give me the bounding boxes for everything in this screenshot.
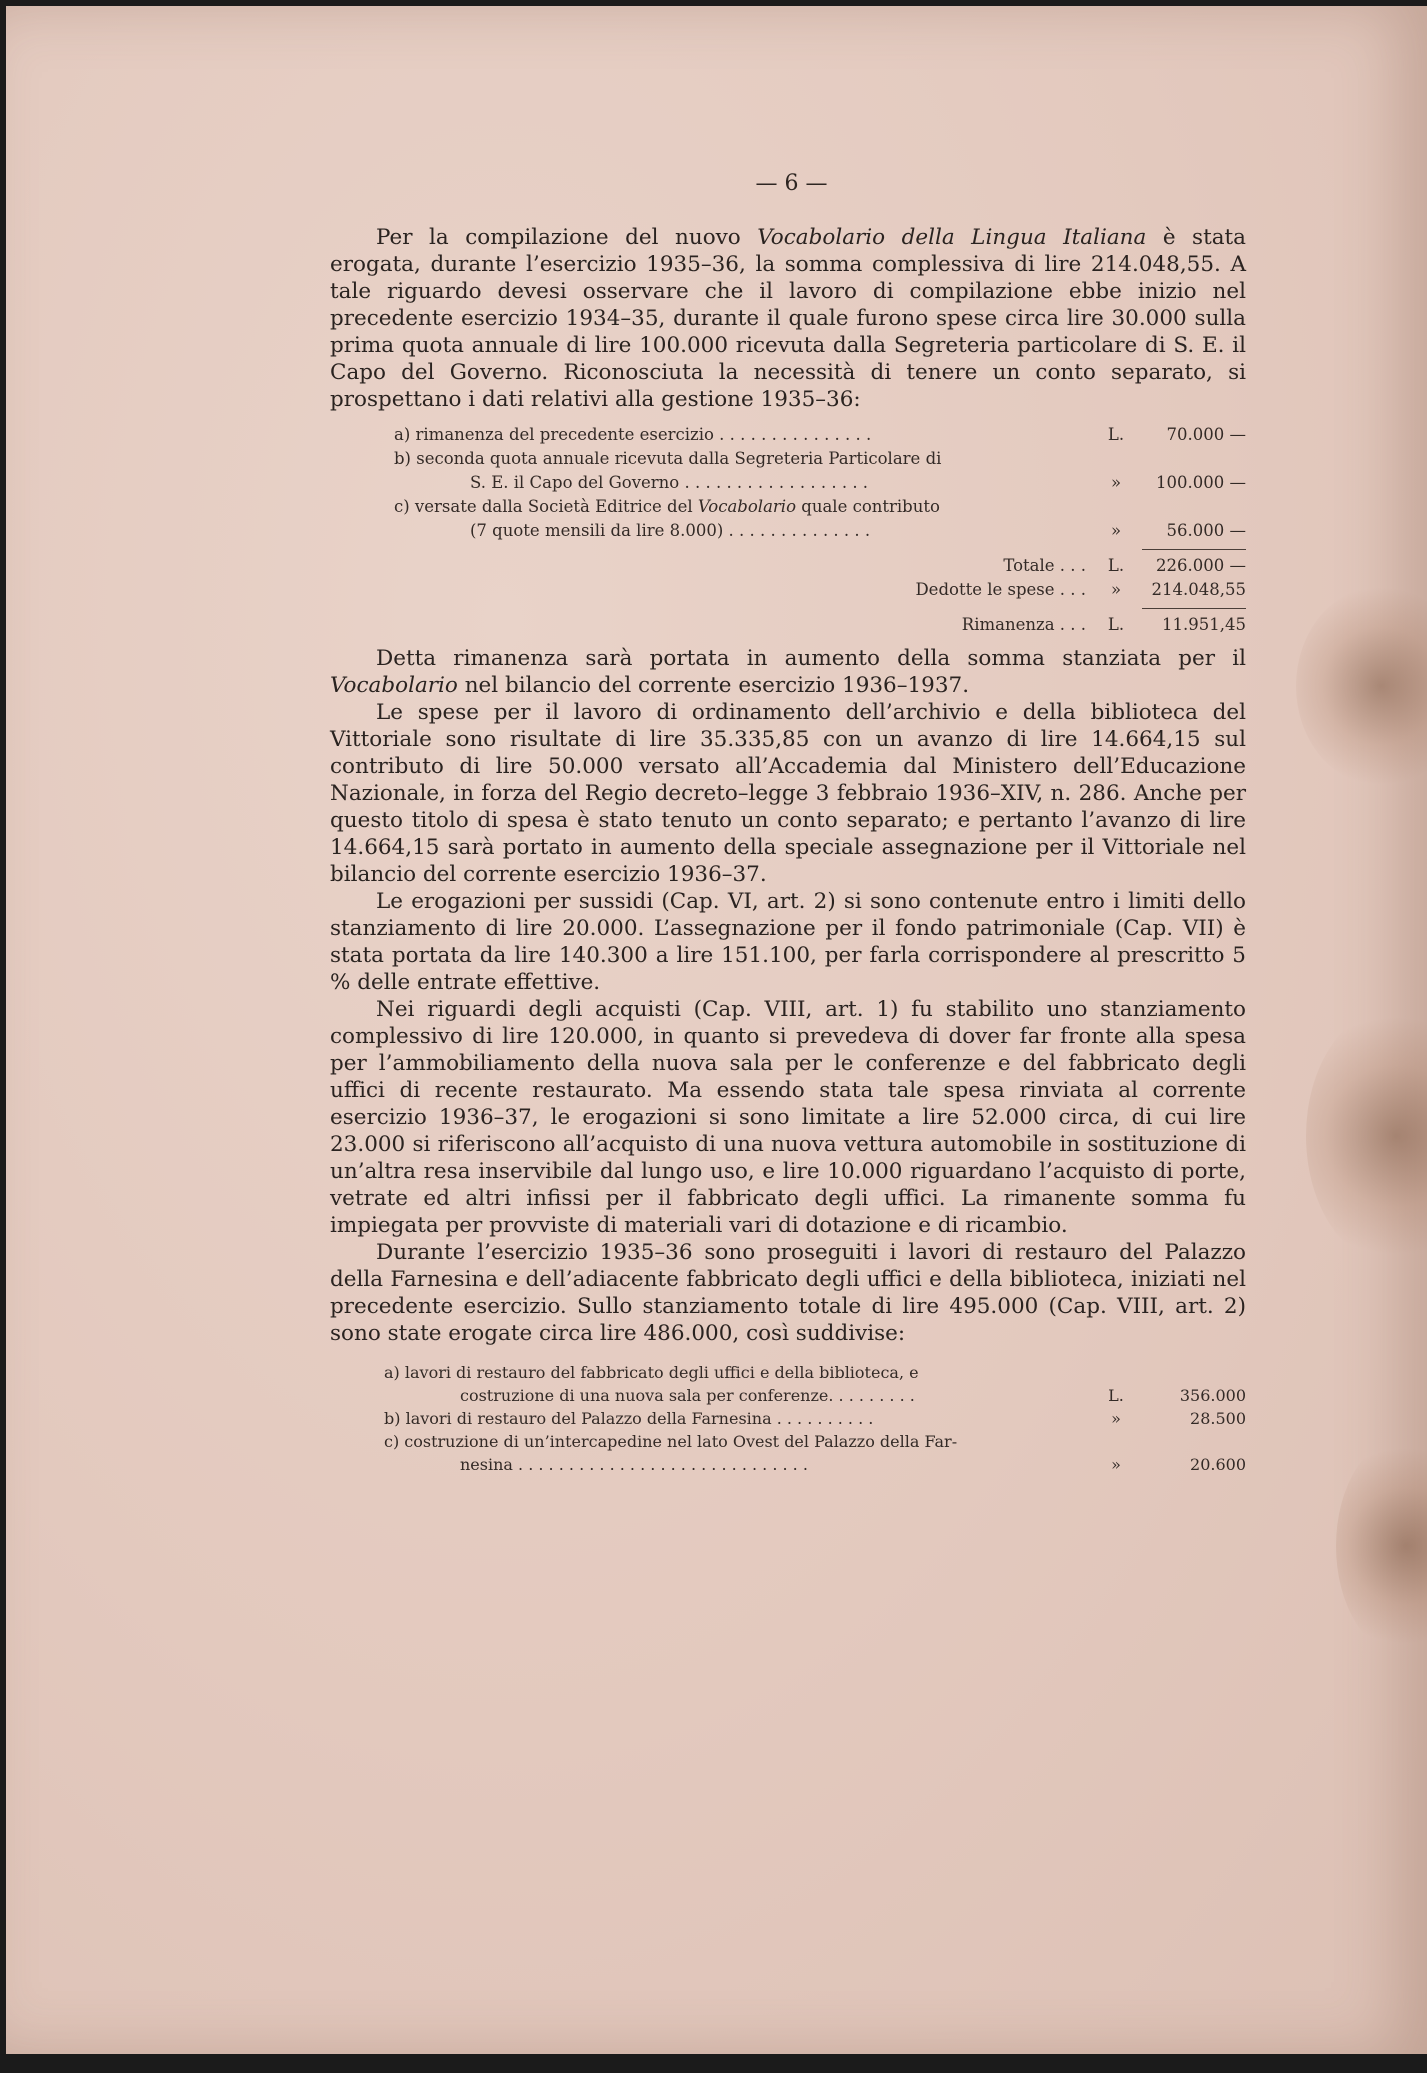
paragraph-rimanenza: Detta rimanenza sarà portata in aumento della somma stanziata per il Vocabolario nel bilancio del corrente esercizio 1936–1937.	[330, 646, 1246, 698]
stain	[1306, 1006, 1427, 1266]
paragraph-vittoriale: Le spese per il lavoro di ordinamento dell’archivio e della biblioteca del Vittoriale sono risultate di lire 35.335,85 con un avanzo di lire 14.664,15 sul contributo di lire 50.000 versato all’Accademia dal Ministero dell’Educazione Nazionale, in forza del Regio decreto–legge 3 febbraio 1936–XIV, n. 286. Anche per questo titolo di spesa è stato tenuto un conto separato; e pertanto l’avanzo di lire 14.664,15 sarà portato in aumento della speciale assegnazione per il Vittoriale nel bilancio del corrente esercizio 1936–37.	[330, 700, 1246, 887]
table-row	[330, 1407, 1246, 1430]
paragraph-vocabolario	[330, 224, 1246, 413]
table-row	[330, 495, 1246, 519]
row-amount: 214.048,55	[1151, 580, 1246, 599]
table-row	[330, 447, 1246, 471]
document-page	[6, 6, 1427, 2054]
row-description-continued: costruzione di una nuova sala per conferenze. . . . . . . . .	[460, 1386, 915, 1405]
row-currency: »	[1110, 473, 1122, 492]
paragraph-sussidi: Le erogazioni per sussidi (Cap. VI, art. 2) si sono contenute entro i limiti dello stanziamento di lire 20.000. L’assegnazione per il fondo patrimoniale (Cap. VII) è stata portata da lire 140.300 a lire 151.100, per farla corrispondere al prescritto 5 % delle entrate effettive.	[330, 889, 1246, 995]
vocabolario-account-table	[330, 423, 1246, 637]
row-amount: 11.951,45	[1162, 615, 1246, 634]
paragraph-acquisti: Nei riguardi degli acquisti (Cap. VIII, art. 1) fu stabilito uno stanziamento complessivo di lire 120.000, in quanto si prevedeva di dover far fronte alla spesa per l’ammobiliamento della nuova sala per le conferenze e del fabbricato degli uffici di recente restaurato. Ma essendo stata tale spesa rinviata al corrente esercizio 1936–37, le erogazioni si sono limitate a lire 52.000 circa, di cui lire 23.000 si riferiscono all’acquisto di una nuova vettura automobile in sostituzione di un’altra resa inservibile dal lungo uso, e lire 10.000 riguardano l’acquisto di porte, vetrate ed altri infissi per il fabbricato degli uffici. La rimanente somma fu impiegata per provviste di materiali vari di dotazione e di ricambio.	[330, 997, 1246, 1238]
row-currency: L.	[1108, 1386, 1124, 1405]
row-amount: 56.000 —	[1166, 521, 1246, 540]
row-description-continued: (7 quote mensili da lire 8.000) . . . . . . . . . . . . . .	[470, 521, 871, 540]
italic-title: Vocabolario	[330, 673, 458, 698]
table-row	[330, 519, 1246, 543]
restauro-expense-table	[330, 1361, 1246, 1476]
row-description-continued: nesina . . . . . . . . . . . . . . . . . . . . . . . . . . . . .	[460, 1455, 808, 1474]
row-currency: »	[1111, 1455, 1121, 1474]
row-amount: 100.000 —	[1156, 473, 1246, 492]
sum-rule	[330, 543, 1246, 554]
document-body	[330, 224, 1246, 1476]
table-row	[330, 1361, 1246, 1384]
sum-rule	[330, 602, 1246, 613]
row-description-continued: S. E. il Capo del Governo . . . . . . . . . . . . . . . . . .	[470, 473, 869, 492]
row-description: b) lavori di restauro del Palazzo della Farnesina . . . . . . . . . .	[384, 1409, 874, 1428]
remainder-row	[330, 613, 1246, 637]
row-currency: L.	[1107, 425, 1125, 444]
row-amount: 356.000	[1179, 1386, 1246, 1405]
row-amount: 226.000 —	[1156, 556, 1246, 575]
remainder-label: Rimanenza . . .	[961, 615, 1086, 634]
row-currency: »	[1110, 580, 1122, 599]
deduction-label: Dedotte le spese . . .	[915, 580, 1086, 599]
row-currency: »	[1111, 1409, 1121, 1428]
table-row	[330, 1430, 1246, 1453]
deduction-row	[330, 578, 1246, 602]
row-description: b) seconda quota annuale ricevuta dalla Segreteria Particolare di	[394, 449, 942, 468]
table-row	[330, 423, 1246, 447]
stain	[1296, 586, 1427, 786]
total-label: Totale . . .	[1003, 556, 1086, 575]
paragraph-restauro: Durante l’esercizio 1935–36 sono proseguiti i lavori di restauro del Palazzo della Farnesina e dell’adiacente fabbricato degli uffici e della biblioteca, iniziati nel precedente esercizio. Sullo stanziamento totale di lire 495.000 (Cap. VIII, art. 2) sono state erogate circa lire 486.000, così suddivise:	[330, 1240, 1246, 1346]
row-currency: L.	[1107, 556, 1125, 575]
row-amount: 70.000 —	[1166, 425, 1246, 444]
row-currency: L.	[1107, 615, 1125, 634]
text: è stata erogata, durante l’esercizio 1935–36, la somma complessiva di lire 214.048,55. A tale riguardo devesi osservare che il lavoro di compilazione ebbe inizio nel precedente esercizio 1934–35, durante il quale furono spese circa lire 30.000 sulla prima quota annuale di lire 100.000 ricevuta dalla Segreteria particolare di S. E. il Capo del Governo. Riconosciuta la necessità di tenere un conto separato, si prospettano i dati relativi alla gestione 1935–36:	[330, 225, 1247, 412]
stain	[1336, 1436, 1427, 1656]
total-row	[330, 554, 1246, 578]
text: Per la compilazione del nuovo	[376, 225, 758, 250]
italic-title: Vocabolario della Lingua Italiana	[757, 225, 1147, 250]
row-description: c) costruzione di un’intercapedine nel lato Ovest del Palazzo della Far-	[384, 1432, 958, 1451]
table-row	[330, 471, 1246, 495]
page-number: — 6 —	[755, 171, 828, 196]
row-description: a) lavori di restauro del fabbricato degli uffici e della biblioteca, e	[384, 1363, 919, 1382]
row-amount: 28.500	[1190, 1409, 1246, 1428]
row-currency: »	[1110, 521, 1122, 540]
table-row	[330, 1453, 1246, 1476]
italic-title: Vocabolario	[697, 497, 797, 516]
row-amount: 20.600	[1190, 1455, 1246, 1474]
row-description: a) rimanenza del precedente esercizio . . . . . . . . . . . . . . .	[394, 425, 872, 444]
table-row	[330, 1384, 1246, 1407]
row-description: c) versate dalla Società Editrice del Vocabolario quale contributo	[394, 497, 940, 516]
